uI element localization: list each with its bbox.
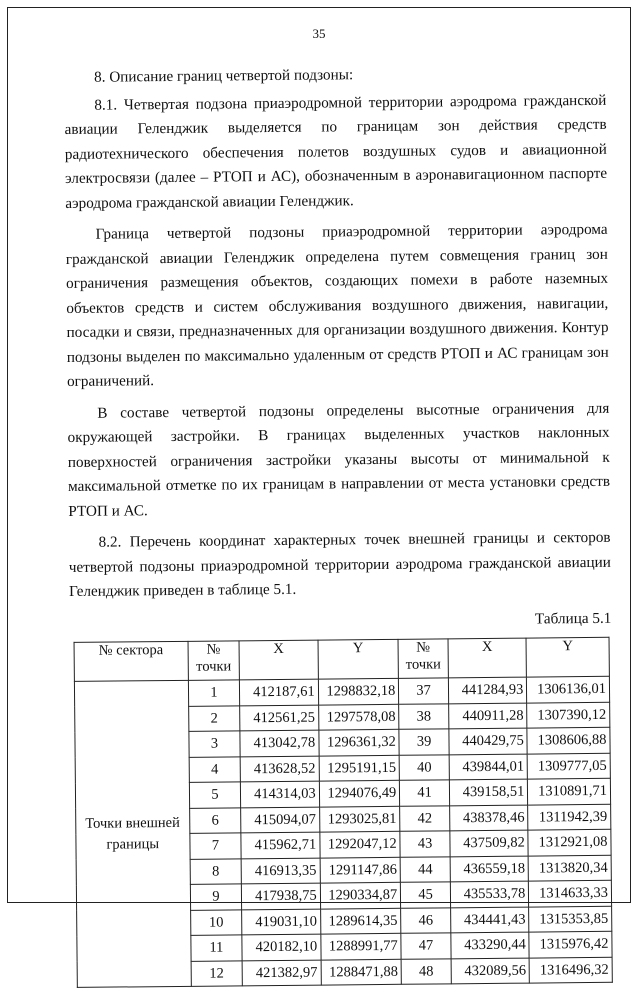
x-coordinate-cell: 438378,46 [449, 805, 528, 831]
y-coordinate-cell: 1315353,85 [529, 906, 612, 932]
x-coordinate-cell: 414314,03 [241, 781, 320, 807]
y-coordinate-cell: 1289614,35 [320, 908, 401, 934]
x-coordinate-cell: 421382,97 [242, 960, 321, 986]
sector-cell: Точки внешней границы [74, 680, 191, 987]
x-coordinate-cell: 439844,01 [449, 754, 528, 780]
y-coordinate-cell: 1308606,88 [527, 727, 610, 753]
point-number-cell: 41 [400, 780, 450, 806]
x-coordinate-cell: 412561,25 [240, 705, 319, 731]
x-coordinate-cell: 417938,75 [242, 883, 321, 909]
document-body [64, 61, 615, 988]
point-number-cell: 11 [190, 935, 242, 961]
y-coordinate-cell: 1311942,39 [528, 804, 611, 830]
paragraph: 8.2. Перечень координат характерных точек внешней границы и секторов четвертой подзоны приаэродромной территории аэродрома гражданской авиации Геленджик приведен в таблице 5.1. [68, 528, 611, 600]
x-coordinate-cell: 415094,07 [241, 807, 320, 833]
point-number-cell: 3 [189, 731, 241, 757]
y-coordinate-cell: 1292047,12 [320, 831, 401, 857]
y-coordinate-cell: 1306136,01 [527, 676, 610, 702]
point-number-cell: 7 [189, 833, 241, 859]
point-number-cell: 4 [189, 756, 241, 782]
header-y: Y [318, 639, 399, 679]
header-x: X [239, 640, 318, 680]
table-caption: Таблица 5.1 [534, 609, 612, 628]
x-coordinate-cell: 440911,28 [448, 703, 527, 729]
y-coordinate-cell: 1290334,87 [320, 882, 401, 908]
y-coordinate-cell: 1315976,42 [529, 931, 612, 957]
x-coordinate-cell: 432089,56 [451, 958, 530, 984]
x-coordinate-cell: 435533,78 [450, 881, 529, 907]
point-number-cell: 12 [191, 960, 243, 986]
point-number-cell: 45 [401, 882, 451, 908]
section-heading: 8. Описание границ четвертой подзоны: [94, 66, 354, 86]
x-coordinate-cell: 419031,10 [242, 909, 321, 935]
y-coordinate-cell: 1314633,33 [529, 880, 612, 906]
x-coordinate-cell: 416913,35 [241, 858, 320, 884]
point-number-cell: 48 [401, 958, 451, 984]
point-number-cell: 38 [399, 703, 449, 729]
y-coordinate-cell: 1288991,77 [321, 933, 402, 959]
y-coordinate-cell: 1316496,32 [529, 957, 612, 983]
document-page [7, 7, 631, 982]
point-number-cell: 44 [400, 856, 450, 882]
point-number-cell: 37 [399, 678, 449, 704]
point-number-cell: 40 [399, 754, 449, 780]
table-header-row [74, 637, 609, 681]
header-x: X [448, 638, 527, 678]
point-number-cell: 1 [188, 680, 240, 706]
point-number-cell: 46 [401, 907, 451, 933]
point-number-cell: 8 [190, 858, 242, 884]
point-number-cell: 9 [190, 884, 242, 910]
y-coordinate-cell: 1297578,08 [318, 704, 399, 730]
x-coordinate-cell: 413628,52 [240, 756, 319, 782]
point-number-cell: 10 [190, 909, 242, 935]
point-number-cell: 42 [400, 805, 450, 831]
y-coordinate-cell: 1312921,08 [528, 829, 611, 855]
header-point: № точки [188, 641, 240, 680]
y-coordinate-cell: 1295191,15 [319, 755, 400, 781]
x-coordinate-cell: 440429,75 [449, 728, 528, 754]
point-number-cell: 47 [401, 933, 451, 959]
header-sector: № сектора [74, 641, 188, 681]
paragraph: 8.1. Четвертая подзона приаэродромной территории аэродрома гражданской авиации Геленджик выделяется по границам зон действия средств радиотехнического обеспечения полетов воздушных судов и авиационной электросвязи (далее – РТОП и АС), обозначенным в аэронавигационном паспорте аэродрома гражданской авиации Геленджик. [64, 91, 608, 212]
point-number-cell: 39 [399, 729, 449, 755]
header-y: Y [526, 637, 609, 677]
point-number-cell: 5 [189, 782, 241, 808]
x-coordinate-cell: 441284,93 [448, 677, 527, 703]
x-coordinate-cell: 412187,61 [240, 679, 319, 705]
x-coordinate-cell: 415962,71 [241, 832, 320, 858]
point-number-cell: 2 [188, 705, 240, 731]
y-coordinate-cell: 1298832,18 [318, 678, 399, 704]
paragraph: Граница четвертой подзоны приаэродромной территории аэродрома гражданской авиации Геленджик определена путем совмещения границ зон ограничения размещения объектов, создающих помехи в работе наземных объектов средств и систем обслуживания воздушного движения, навигации, посадки и связи, предназначенных для организации воздушного движения. Контур подзоны выделен по максимально удаленным от средств РТОП и АС границам зон ограничений. [65, 220, 609, 390]
header-point: № точки [398, 639, 448, 678]
x-coordinate-cell: 434441,43 [450, 907, 529, 933]
y-coordinate-cell: 1291147,86 [320, 857, 401, 883]
y-coordinate-cell: 1288471,88 [321, 959, 402, 985]
paragraph: В составе четвертой подзоны определены высотные ограничения для окружающей застройки. В границах выделенных участков наклонных поверхностей ограничения застройки указаны высоты от минимальной к максимальной отметке по их границам в направлении от места установки средств РТОП и АС. [67, 399, 611, 520]
y-coordinate-cell: 1309777,05 [527, 753, 610, 779]
point-number-cell: 6 [189, 807, 241, 833]
y-coordinate-cell: 1293025,81 [319, 806, 400, 832]
x-coordinate-cell: 439158,51 [449, 779, 528, 805]
x-coordinate-cell: 436559,18 [450, 856, 529, 882]
y-coordinate-cell: 1307390,12 [527, 702, 610, 728]
y-coordinate-cell: 1310891,71 [528, 778, 611, 804]
y-coordinate-cell: 1313820,34 [528, 855, 611, 881]
x-coordinate-cell: 433290,44 [451, 932, 530, 958]
x-coordinate-cell: 413042,78 [240, 730, 319, 756]
coordinates-table [74, 637, 613, 988]
y-coordinate-cell: 1296361,32 [319, 729, 400, 755]
x-coordinate-cell: 437509,82 [450, 830, 529, 856]
table-body [74, 676, 612, 987]
point-number-cell: 43 [400, 831, 450, 857]
y-coordinate-cell: 1294076,49 [319, 780, 400, 806]
x-coordinate-cell: 420182,10 [242, 934, 321, 960]
page-number: 35 [312, 26, 326, 41]
